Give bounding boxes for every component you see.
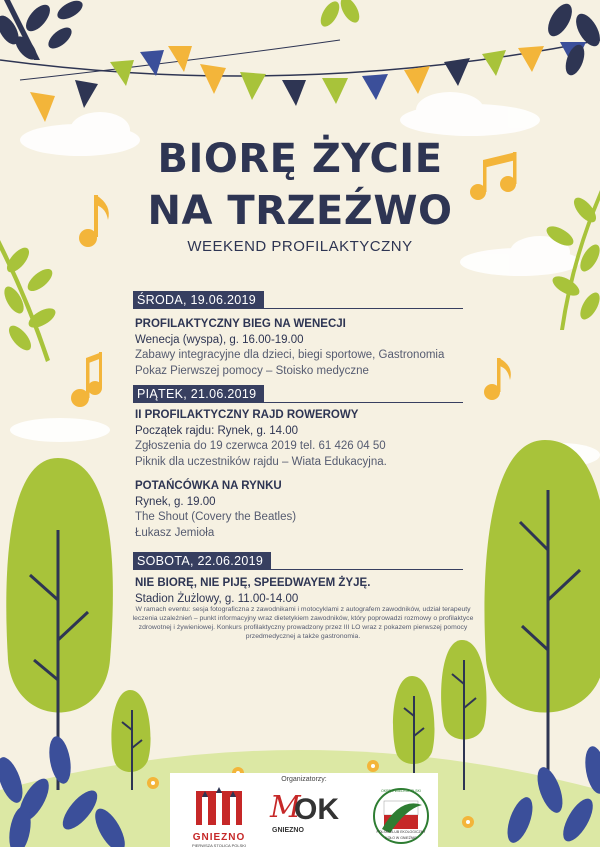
divider	[133, 308, 463, 309]
event-bieg	[135, 317, 444, 379]
description-line: zdrowotnej i żywieniowej. Konkurs profilaktyczny prowadzony przez III LO wraz z pokazem pierwszej pomocy	[138, 624, 468, 631]
event-speedway	[135, 576, 370, 607]
event-rajd	[135, 408, 387, 470]
event-description	[132, 605, 474, 641]
title-line-2: NA TRZEŹWO	[147, 188, 453, 234]
event-title: NIE BIORĘ, NIE PIJĘ, SPEEDWAYEM ŻYJĘ.	[135, 577, 371, 589]
pke-logo-subtext: KOŁO W GNIEŹNIE	[385, 836, 417, 840]
pke-logo-text: POLSKI KLUB EKOLOGICZNY	[376, 830, 426, 834]
subtitle: WEEKEND PROFILAKTYCZNY	[187, 238, 413, 255]
event-detail: Pokaz Pierwszej pomocy – Stoisko medyczne	[135, 364, 369, 377]
event-location: Rynek, g. 19.00	[135, 495, 216, 508]
description-line: leczenia uzależnień – punkt informacyjny wraz dietetykiem zawodników, który poprowadzi rozmowy o profilaktyce	[132, 615, 474, 622]
organizers-label: Organizatorzy:	[281, 776, 327, 783]
gniezno-logo	[188, 787, 250, 847]
pke-logo	[370, 787, 432, 845]
event-detail: Zabawy integracyjne dla dzieci, biegi sportowe, Gastronomia	[135, 349, 445, 361]
event-title: POTAŃCÓWKA NA RYNKU	[135, 480, 282, 492]
event-potancowka	[135, 479, 296, 541]
event-detail: Zgłoszenia do 19 czerwca 2019 tel. 61 426 04 50	[135, 440, 386, 452]
mok-logo-subtext: GNIEZNO	[272, 827, 304, 834]
mok-logo	[268, 789, 346, 843]
gniezno-logo-subtext: PIERWSZA STOLICA POLSKI	[191, 843, 247, 847]
gniezno-crest-icon	[188, 787, 250, 827]
mok-m-letter: M	[270, 790, 301, 825]
event-detail: Piknik dla uczestników rajdu – Wiata Edukacyjna.	[135, 455, 387, 468]
day-label-friday: PIĄTEK, 21.06.2019	[133, 385, 264, 403]
divider	[133, 402, 463, 403]
description-line: W ramach eventu: sesja fotograficzna z zawodnikami i motocyklami z autografem zawodników, udział terapeuty	[135, 606, 471, 613]
mok-logo-text: OK	[294, 793, 339, 826]
event-location: Wenecja (wyspa), g. 16.00-19.00	[135, 333, 304, 346]
pke-org-text: OKRĘG WIELKOPOLSKI	[381, 789, 421, 793]
event-detail: Łukasz Jemioła	[135, 526, 215, 539]
description-line: przedmedycznej a także gastronomia.	[245, 633, 361, 640]
event-detail: The Shout (Covery the Beatles)	[135, 511, 297, 523]
organizers-box	[170, 773, 438, 847]
gniezno-logo-text: GNIEZNO	[192, 832, 246, 843]
title-line-1: BIORĘ ŻYCIE	[157, 136, 443, 182]
divider	[133, 569, 463, 570]
event-location: Początek rajdu: Rynek, g. 14.00	[135, 424, 299, 437]
event-location: Stadion Żużlowy, g. 11.00-14.00	[135, 592, 299, 605]
day-label-wednesday: ŚRODA, 19.06.2019	[133, 291, 264, 309]
event-title: II PROFILAKTYCZNY RAJD ROWEROWY	[135, 409, 359, 421]
tree-right	[484, 440, 600, 790]
day-label-saturday: SOBOTA, 22.06.2019	[133, 552, 271, 570]
event-title: PROFILAKTYCZNY BIEG NA WENECJI	[135, 318, 346, 330]
